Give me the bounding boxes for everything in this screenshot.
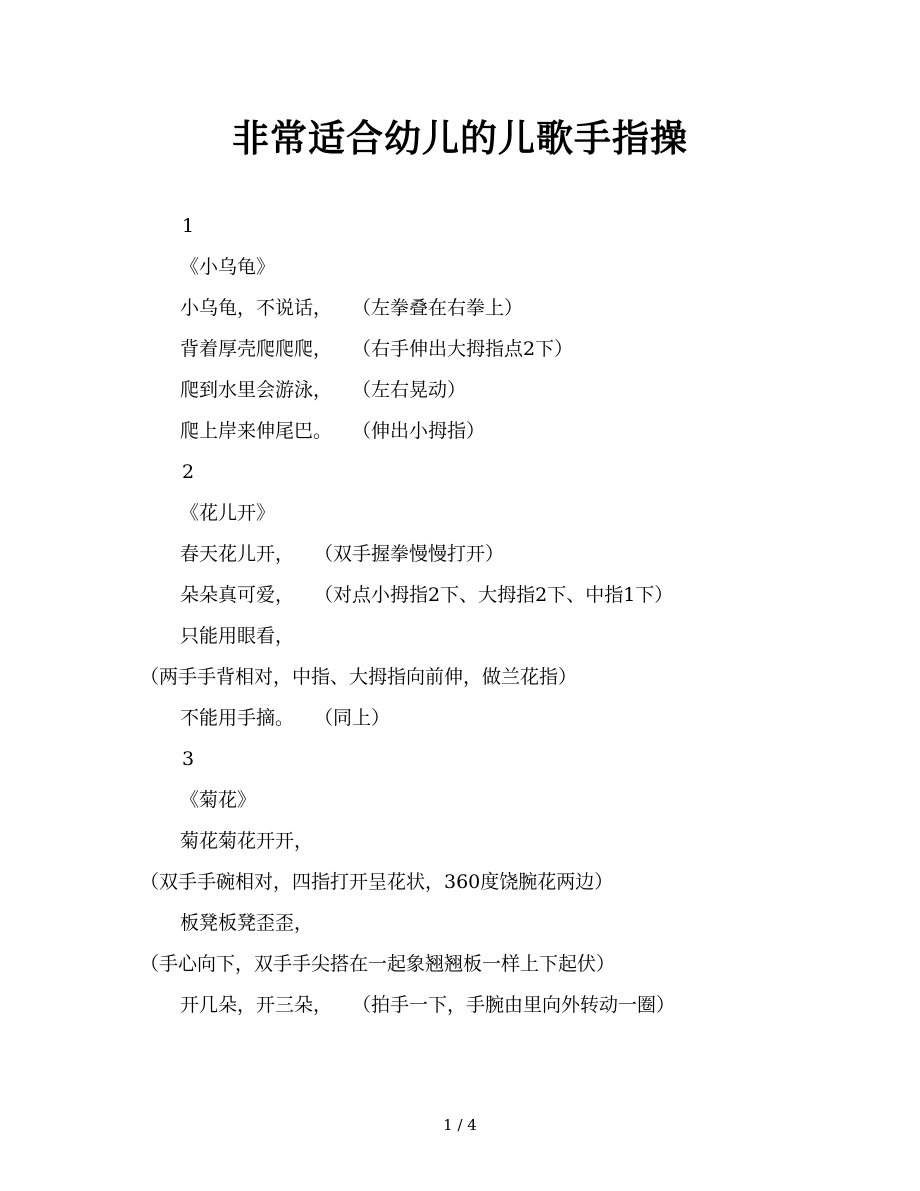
- verse-text: 不能用手摘。: [180, 707, 295, 729]
- action-text: （手心向下，双手手尖搭在一起象翘翘板一样上下起伏）: [140, 953, 616, 975]
- action-text: （左拳叠在右拳上）: [352, 297, 524, 319]
- verse-line: [180, 616, 294, 657]
- action-line: [140, 862, 613, 903]
- action-text: （右手伸出大拇指点2下）: [352, 338, 574, 360]
- verse-line: [180, 903, 313, 944]
- action-text: （两手手背相对，中指、大拇指向前伸，做兰花指）: [140, 666, 578, 688]
- verse-line: [180, 698, 390, 739]
- section-number: 3: [182, 748, 195, 770]
- poem-title: 《小乌龟》: [180, 256, 276, 278]
- page-title: 非常适合幼儿的儿歌手指操: [232, 116, 688, 160]
- verse-text: 朵朵真可爱，: [180, 584, 295, 606]
- page-indicator: 1 / 4: [443, 1116, 477, 1134]
- poem-title: 《花儿开》: [180, 502, 276, 524]
- action-text: （左右晃动）: [352, 379, 467, 401]
- verse-text: 开几朵，开三朵，: [180, 994, 333, 1016]
- verse-text: 只能用眼看，: [180, 625, 295, 647]
- verse-line: [180, 821, 313, 862]
- action-text: （双手手碗相对，四指打开呈花状，360度饶腕花两边）: [140, 871, 614, 893]
- verse-text: 小乌龟，不说话，: [180, 297, 333, 319]
- verse-line: [180, 534, 504, 575]
- verse-line: [180, 329, 573, 370]
- action-line: [140, 944, 615, 985]
- verse-text: 爬到水里会游泳，: [180, 379, 333, 401]
- action-text: （伸出小拇指）: [352, 420, 486, 442]
- section-number: 2: [182, 461, 195, 483]
- verse-text: 春天花儿开，: [180, 543, 295, 565]
- verse-text: 板凳板凳歪歪，: [180, 912, 314, 934]
- action-text: （双手握拳慢慢打开）: [314, 543, 505, 565]
- verse-line: [180, 288, 523, 329]
- verse-line: [180, 575, 673, 616]
- action-text: （拍手一下，手腕由里向外转动一圈）: [352, 994, 676, 1016]
- verse-line: [180, 411, 485, 452]
- action-text: （同上）: [314, 707, 391, 729]
- verse-line: [180, 370, 466, 411]
- verse-text: 背着厚壳爬爬爬，: [180, 338, 333, 360]
- poem-title: 《菊花》: [180, 789, 257, 811]
- verse-text: 爬上岸来伸尾巴。: [180, 420, 333, 442]
- action-line: [140, 657, 577, 698]
- verse-line: [180, 985, 675, 1026]
- action-text: （对点小拇指2下、大拇指2下、中指1下）: [314, 584, 674, 606]
- section-number: 1: [182, 215, 195, 237]
- verse-text: 菊花菊花开开，: [180, 830, 314, 852]
